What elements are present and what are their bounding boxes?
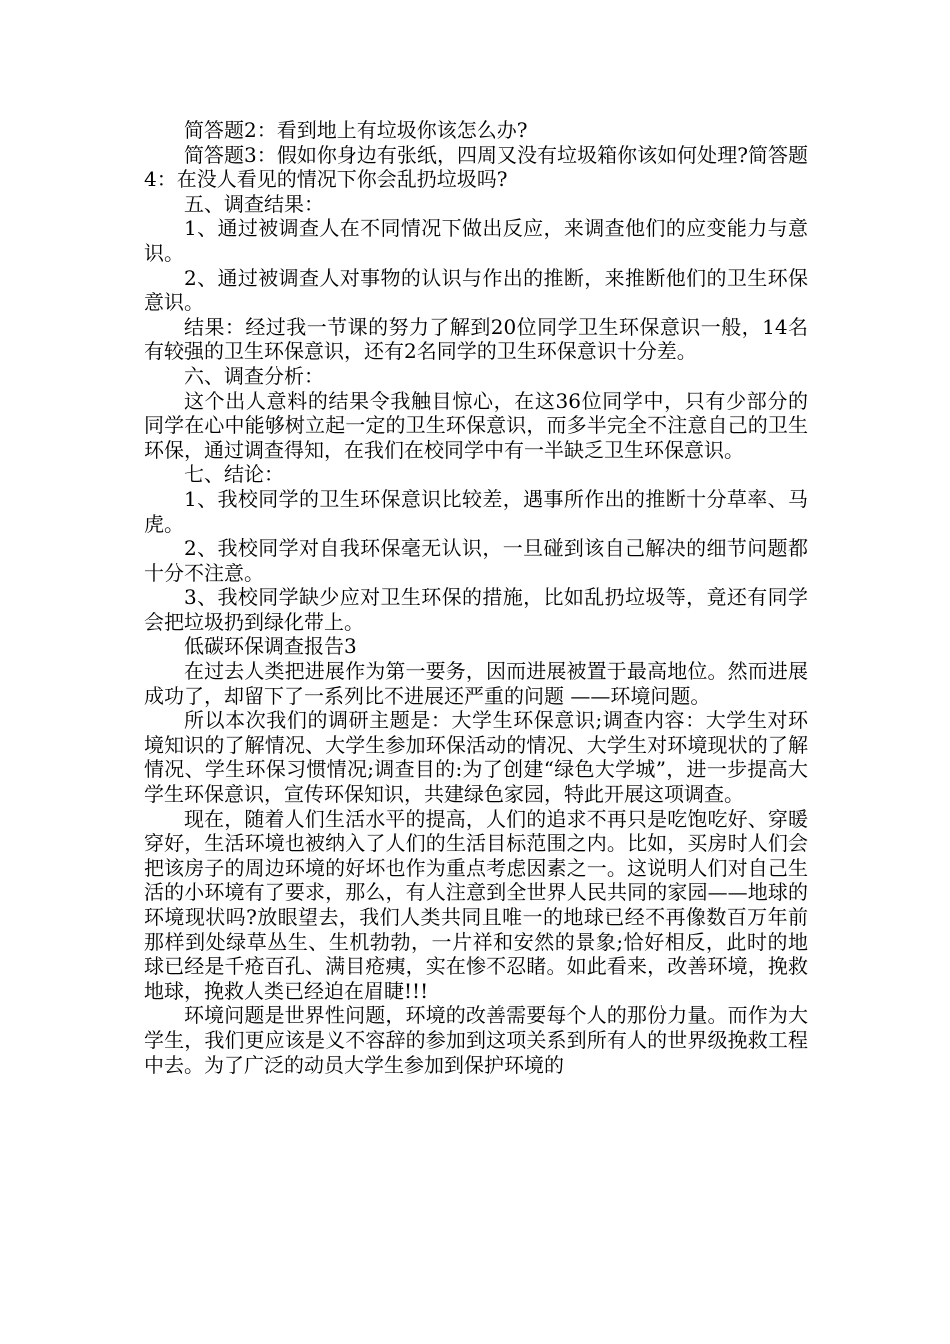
paragraph-conclusion-3: 3、我校同学缺少应对卫生环保的措施，比如乱扔垃圾等，竟还有同学会把垃圾扔到绿化带上。 <box>144 585 808 634</box>
paragraph-conclusion-1: 1、我校同学的卫生环保意识比较差，遇事所作出的推断十分草率、马虎。 <box>144 486 808 536</box>
paragraph-result-1: 1、通过被调查人在不同情况下做出反应，来调查他们的应变能力与意识。 <box>144 216 808 265</box>
paragraph-global-issue: 环境问题是世界性问题，环境的改善需要每个人的那份力量。而作为大学生，我们更应该是义不容辞的参加到这项关系到所有人的世界级挽救工程中去。为了广泛的动员大学生参加到保护环境的 <box>144 1003 808 1077</box>
paragraph-short-answer-2: 简答题2：看到地上有垃圾你该怎么办? <box>184 118 528 142</box>
heading-survey-results: 五、调查结果： <box>184 191 324 216</box>
heading-conclusion: 七、结论： <box>184 462 284 487</box>
paragraph-conclusion-2: 2、我校同学对自我环保毫无认识，一旦碰到该自己解决的细节问题都十分不注意。 <box>144 536 808 585</box>
paragraph-current-situation: 现在，随着人们生活水平的提高，人们的追求不再只是吃饱吃好、穿暖穿好，生活环境也被纳入了人们的生活目标范围之内。比如，买房时人们会把该房子的周边环境的好坏也作为重点考虑因素之一。这说明人们对自己生活的小环境有了要求，那么，有人注意到全世界人民共同的家园——地球的环境现状吗?放眼望去，我们人类共同且唯一的地球已经不再像数百万年前那样到处绿草丛生、生机勃勃，一片祥和安然的景象;恰好相反，此时的地球已经是千疮百孔、满目疮痍，实在惨不忍睹。如此看来，改善环境，挽救地球，挽救人类已经迫在眉睫!!! <box>144 806 808 1003</box>
heading-survey-analysis: 六、调查分析： <box>184 363 324 388</box>
paragraph-result-2: 2、通过被调查人对事物的认识与作出的推断，来推断他们的卫生环保意识。 <box>144 265 808 315</box>
document-body <box>144 118 808 1077</box>
paragraph-short-answer-3-4: 简答题3：假如你身边有张纸，四周又没有垃圾箱你该如何处理?简答题4：在没人看见的情况下你会乱扔垃圾吗? <box>144 142 808 192</box>
paragraph-research-topic: 所以本次我们的调研主题是：大学生环保意识;调查内容：大学生对环境知识的了解情况、大学生参加环保活动的情况、大学生对环境现状的了解情况、学生环保习惯情况;调查目的:为了创建“绿色大学城”，进一步提高大学生环保意识，宣传环保知识，共建绿色家园，特此开展这项调查。 <box>144 708 808 807</box>
paragraph-analysis: 这个出人意料的结果令我触目惊心，在这36位同学中，只有少部分的同学在心中能够树立起一定的卫生环保意识，而多半完全不注意自己的卫生环保，通过调查得知，在我们在校同学中有一半缺乏卫生环保意识。 <box>144 388 808 462</box>
paragraph-result-summary: 结果：经过我一节课的努力了解到20位同学卫生环保意识一般，14名有较强的卫生环保意识，还有2名同学的卫生环保意识十分差。 <box>144 314 808 364</box>
heading-report-3: 低碳环保调查报告3 <box>184 634 357 659</box>
paragraph-intro: 在过去人类把进展作为第一要务，因而进展被置于最高地位。然而进展成功了，却留下了一系列比不进展还严重的问题 ——环境问题。 <box>144 659 808 708</box>
